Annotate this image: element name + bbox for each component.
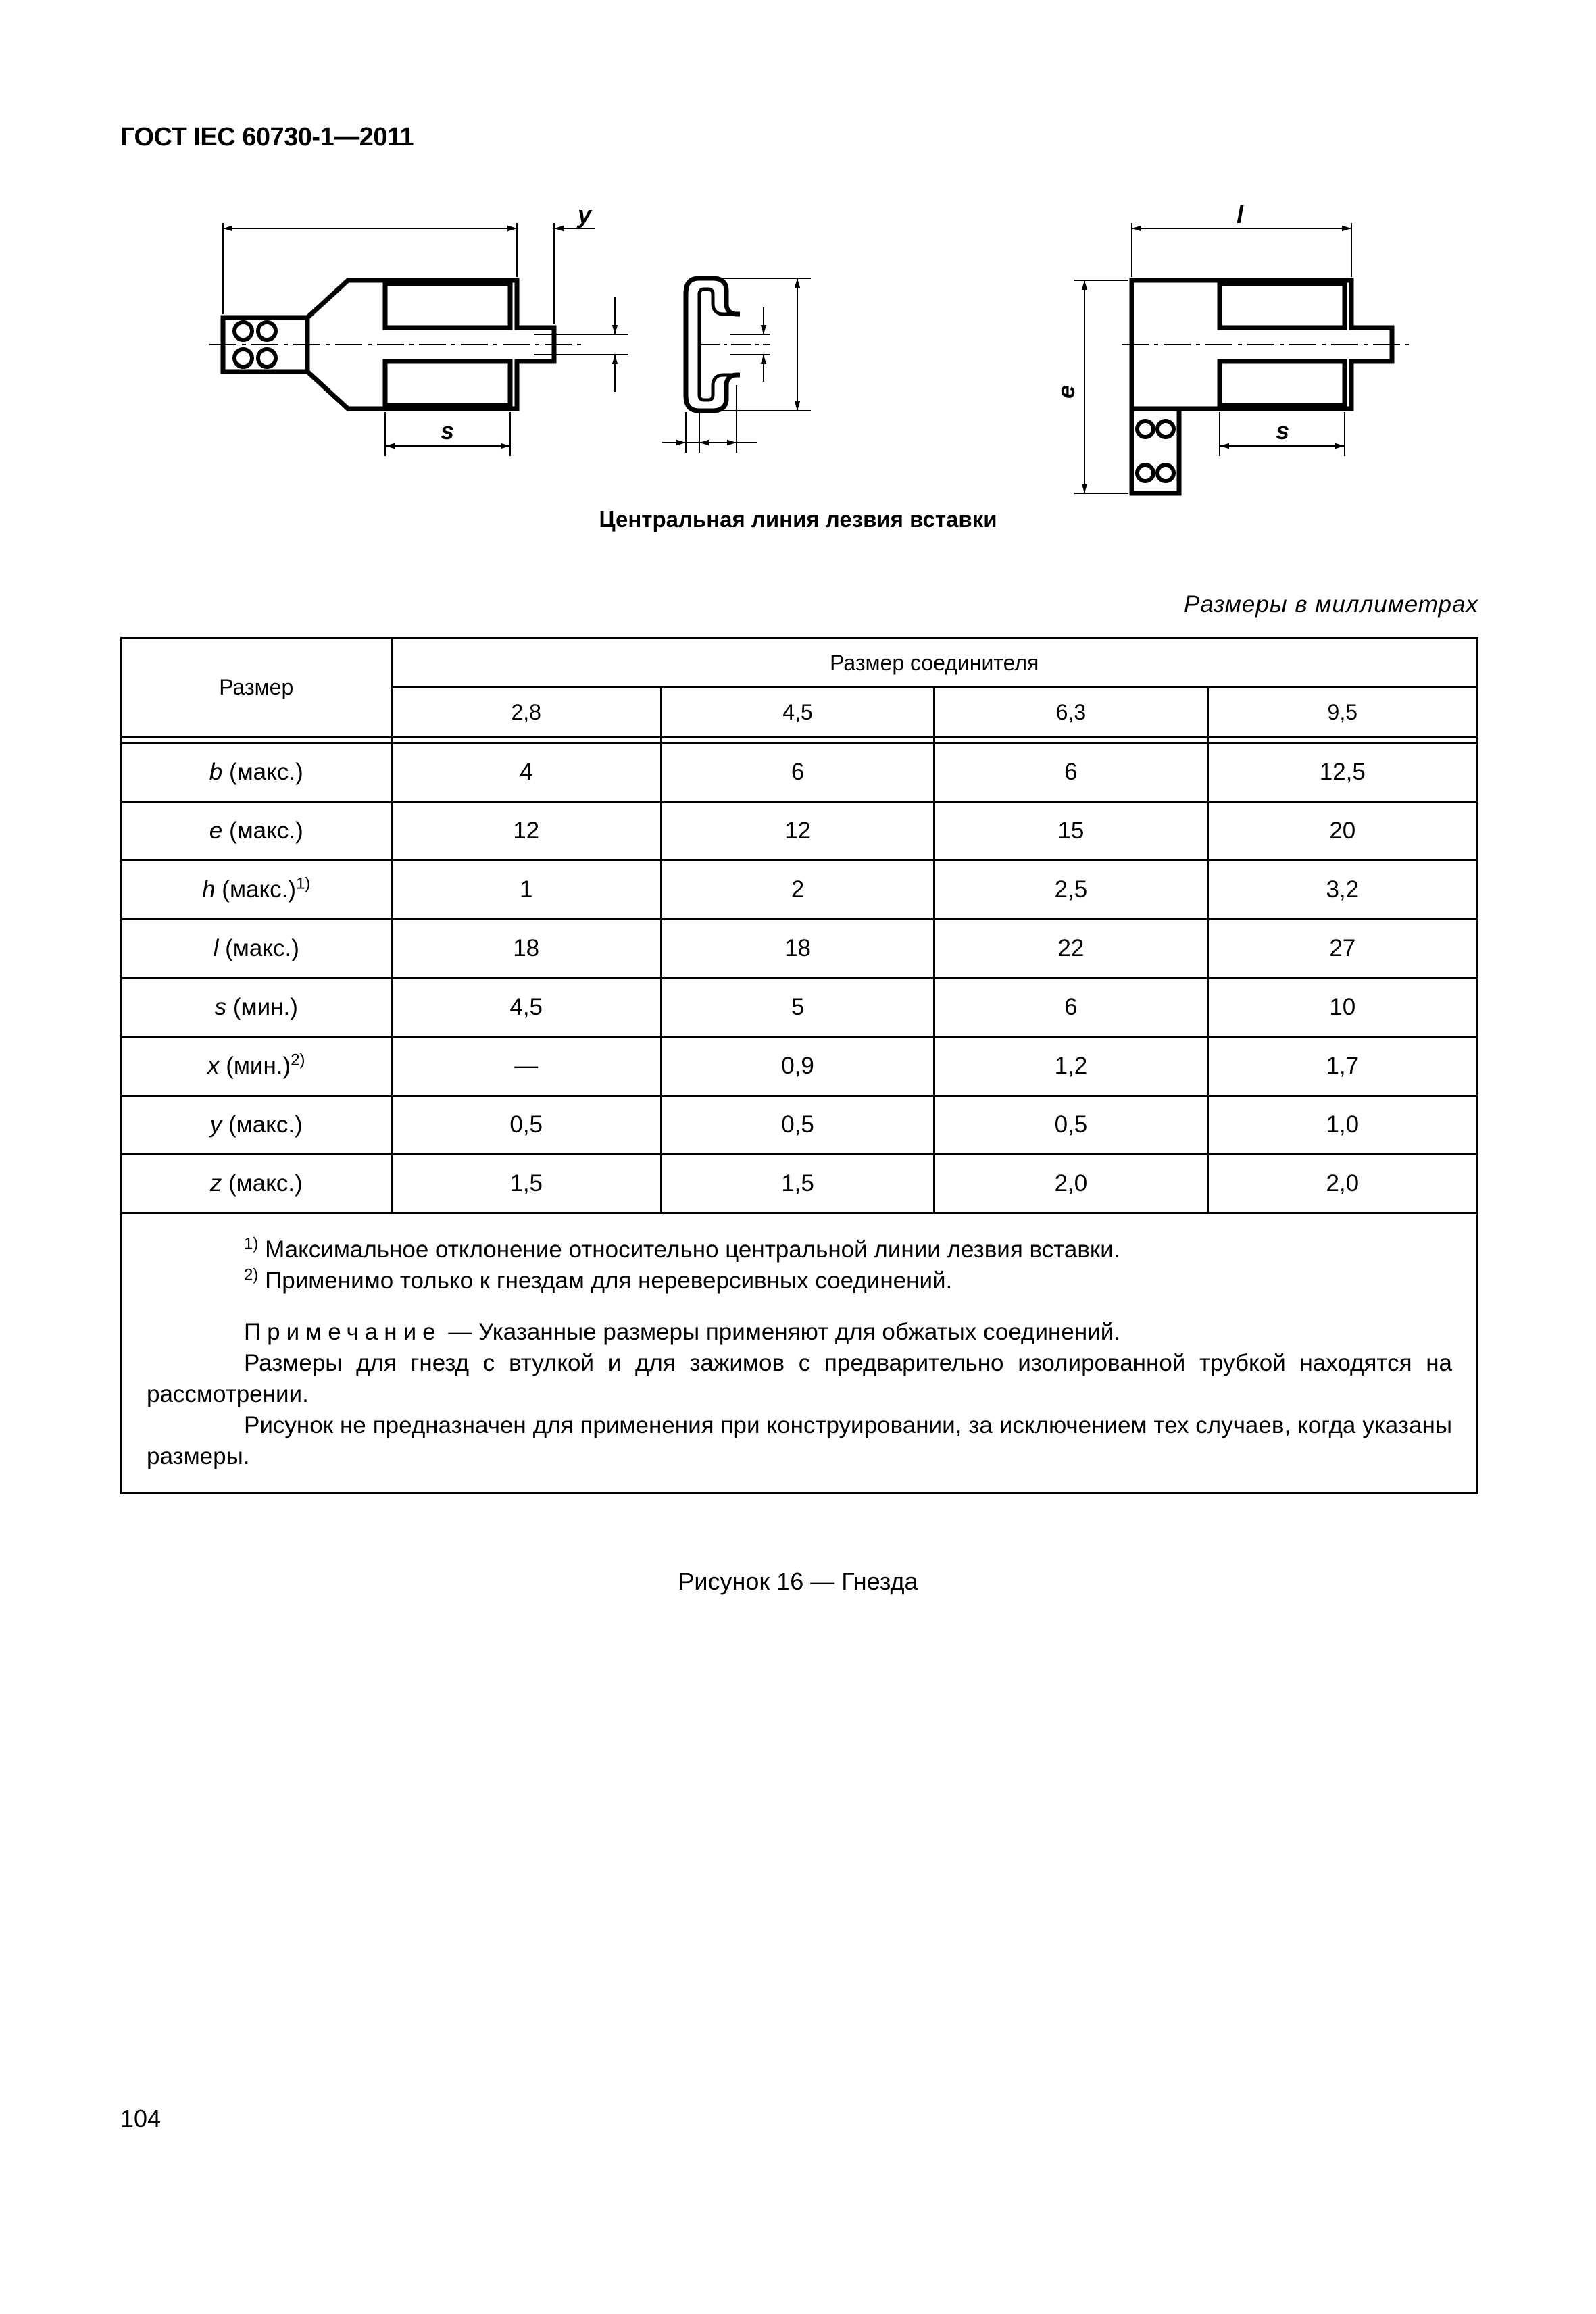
value-cell: 4 [391,743,661,802]
value-cell: 18 [391,920,661,978]
label-l: l [1237,201,1244,228]
value-cell: 2 [661,861,934,920]
value-cell: 27 [1207,920,1477,978]
value-cell: 10 [1207,978,1477,1037]
units-note: Размеры в миллиметрах [1184,591,1478,618]
value-cell: 0,5 [391,1096,661,1155]
value-cell: 1,5 [661,1155,934,1213]
end-view-middle [662,278,811,453]
footnote-mark: 1) [244,1234,259,1253]
size-cell: 6,3 [934,688,1207,737]
row-label: y (макс.) [122,1096,392,1155]
footnote-text: Максимальное отклонение относительно центральной линии лезвия вставки. [258,1236,1120,1263]
table-row [122,920,1478,978]
row-label: s (мин.) [122,978,392,1037]
note-paragraph-2: Размеры для гнезд с втулкой и для зажимов с предварительно изолированной трубкой находятся на рассмотрении. [147,1350,1452,1407]
note-paragraph-3: Рисунок не предназначен для применения при конструировании, за исключением тех случаев, когда указаны размеры. [147,1412,1452,1469]
value-cell: 20 [1207,802,1477,861]
value-cell: 0,9 [661,1037,934,1096]
note-label: Примечание [244,1319,442,1345]
value-cell: 6 [661,743,934,802]
label-s-right: s [1276,417,1290,445]
row-label: e (макс.) [122,802,392,861]
value-cell: 1,2 [934,1037,1207,1096]
value-cell: 22 [934,920,1207,978]
note-text: — Указанные размеры применяют для обжатых соединений. [441,1319,1120,1345]
value-cell: 12,5 [1207,743,1477,802]
label-s-left: s [441,417,455,445]
row-label: l (макс.) [122,920,392,978]
table-row [122,978,1478,1037]
centerline-caption: Центральная линия лезвия вставки [599,507,997,532]
technical-drawing [203,196,1419,513]
value-cell: 18 [661,920,934,978]
value-cell: 1,7 [1207,1037,1477,1096]
value-cell: 2,0 [1207,1155,1477,1213]
table-row [122,743,1478,802]
value-cell: 6 [934,978,1207,1037]
note-line [147,1317,1452,1348]
value-cell: 12 [391,802,661,861]
value-cell: — [391,1037,661,1096]
row-label: h (макс.)$^{1)}$ [122,861,392,920]
page-number: 104 [120,2105,161,2132]
table-row [122,861,1478,920]
value-cell: 0,5 [934,1096,1207,1155]
footnote-text: Применимо только к гнездам для нереверсивных соединений. [258,1267,953,1294]
row-label: b (макс.) [122,743,392,802]
value-cell: 1,5 [391,1155,661,1213]
value-cell: 4,5 [391,978,661,1037]
value-cell: 2,0 [934,1155,1207,1213]
size-cell: 4,5 [661,688,934,737]
value-cell: 0,5 [661,1096,934,1155]
figure-caption: Рисунок 16 — Гнезда [678,1567,918,1595]
header-dimension: Размер [122,638,392,737]
table-row [122,1155,1478,1213]
value-cell: 3,2 [1207,861,1477,920]
dimensions-table [120,637,1478,1494]
table-body [122,743,1478,1213]
value-cell: 15 [934,802,1207,861]
footnote-2 [147,1265,1452,1297]
value-cell: 6 [934,743,1207,802]
size-cell: 2,8 [391,688,661,737]
footnote-1 [147,1234,1452,1265]
row-label: z (макс.) [122,1155,392,1213]
label-e: e [1052,384,1080,399]
header-connector-size: Размер соединителя [391,638,1477,688]
side-view-right [1074,223,1409,493]
value-cell: 2,5 [934,861,1207,920]
receptacle-drawings [203,196,1419,513]
table-row [122,1096,1478,1155]
side-view-left [209,223,628,456]
label-y: y [578,201,592,228]
table-row [122,802,1478,861]
footnote-mark: 2) [244,1265,259,1284]
value-cell: 1 [391,861,661,920]
value-cell: 12 [661,802,934,861]
value-cell: 5 [661,978,934,1037]
notes-cell [122,1213,1478,1494]
table-row [122,1037,1478,1096]
row-label: x $(мин.)^{2)}$ [122,1037,392,1096]
document-header: ГОСТ IEC 60730-1—2011 [120,123,414,151]
size-cell: 9,5 [1207,688,1477,737]
value-cell: 1,0 [1207,1096,1477,1155]
